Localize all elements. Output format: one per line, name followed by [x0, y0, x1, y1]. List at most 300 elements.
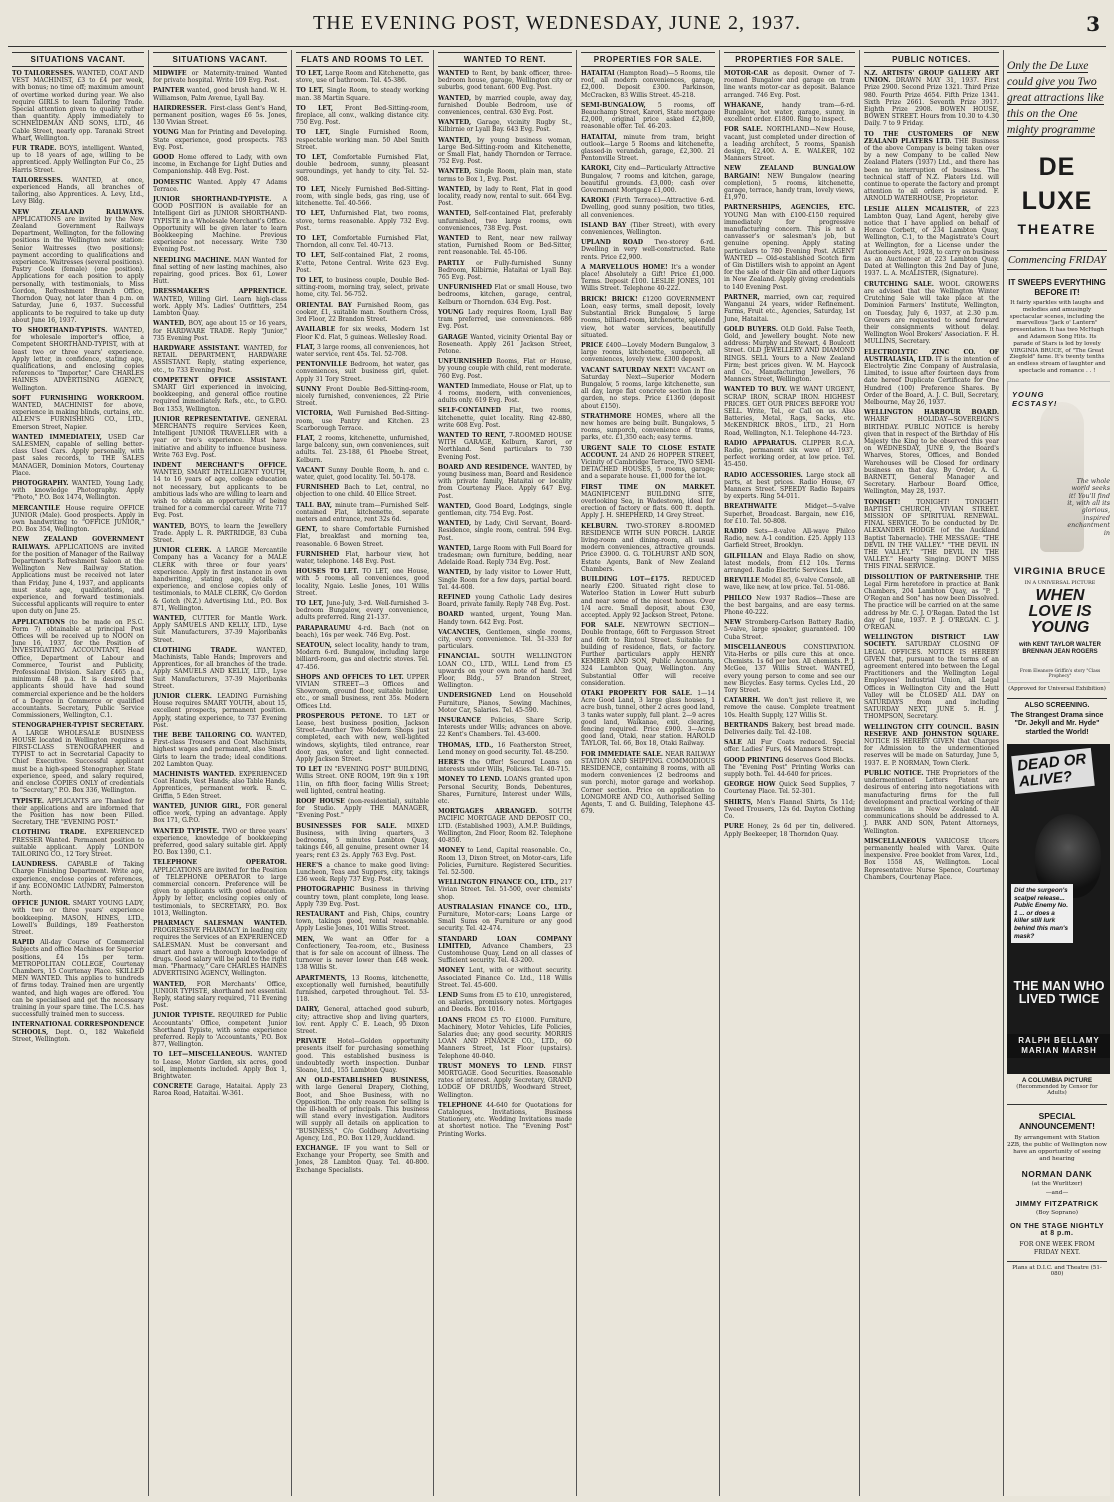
ad-lead: PARTNERSHIPS, AGENCIES, ETC. [724, 204, 855, 212]
ad-body: FOR Merchants' Office, JUNIOR TYPISTE, shorthand not essential. Reply, stating salary required, 711 Evening Post. [153, 980, 287, 1010]
ad-body: 7-ROOMED HOUSE WITH GARAGE, Kelburn, Karori, or Northland. Send particulars to 730 Evening Post. [438, 431, 572, 461]
classified-ad [153, 1051, 287, 1080]
classified-ad [153, 105, 287, 127]
ad-body: NEW Bungalow (nearing completion), 5 rooms, kitchenette, garage, terrace, handy tram, lovely views, £1,970. [724, 172, 856, 202]
ad-lead: SHIRTS, [724, 798, 753, 806]
classified-ad [296, 252, 429, 274]
ad-lead: PHOTOGRAPHIC [296, 886, 355, 894]
ad-lead: TRUST MONEYS TO LEND. [438, 1062, 546, 1070]
ad-body: Self-contained Flat, 2 rooms, K'ette, Petone Central. Write 623 Evg. Post. [296, 252, 429, 274]
ad-body: IN "EVENING POST" BUILDING, Willis Street. ONE ROOM, 19ft 9in x 19ft 11in, on fifth floor, facing Willis Street; well lighted, central heating. [296, 766, 429, 795]
classified-ad [12, 70, 144, 142]
special-announcement-title: SPECIAL ANNOUNCEMENT! [1007, 1104, 1107, 1131]
special-announcement-body: By arrangement with Station 2ZB, the public of Wellington now have an opportunity of seeing and hearing [1007, 1134, 1107, 1162]
ad-body: 24 AND 26 HOPPER STREET, Vicinity of Cambridge Terrace, TWO SEMI-DETACHED HOUSES, 5 rooms, garage; and a separate house. £1,000 for the lot. [581, 451, 715, 481]
ad-lead: JUNIOR TYPISTE. [153, 1012, 215, 1020]
ad-body: to Rent, by bank officer, three-bedroom house, garage, Wellington city or suburbs, good tenant. 600 Evg. Post. [438, 70, 572, 92]
ad-lead: NEW ZEALAND BUNGALOW BARGAIN! [724, 165, 855, 180]
ad-lead: WHAKANE, [724, 101, 764, 109]
ad-body: minute tram—Furnished Self-contained Flat, kitchenette, separate meters and entrance, rent 32s 6d. [296, 501, 429, 523]
classified-ad [296, 674, 429, 710]
ad-lead: PROSPEROUS PETONE. [296, 712, 383, 720]
ad-body: Sums from £5 to £10, unregistered, on salaries, promissory notes. Mortgages and Deeds. Box 1016. [438, 991, 572, 1014]
ad-lead: TO LET, [296, 600, 324, 607]
ad-lead: CLOTHING TRADE. [153, 646, 238, 654]
ad-lead: BOARD [438, 611, 464, 619]
poster-story-credit: From Eleanore Griffin's story "Class Prophecy" [1019, 668, 1101, 679]
ad-lead: BREVILLE [724, 577, 760, 585]
section-heading: SITUATIONS VACANT. [153, 52, 287, 67]
ad-lead: SALE [724, 739, 743, 747]
ad-lead: WANTED, [438, 119, 472, 127]
ad-body: Furniture, Motor-cars; Loans Large or Small Sums on Furniture or any good security. Tel. 42-474. [438, 910, 572, 933]
ad-body: LEADING Furnishing House requires SMART YOUTH, about 15, excellent prospects, permanent position. Apply, stating experience, to 737 Evening Post. [153, 693, 287, 729]
classified-ad [12, 145, 144, 174]
ad-body: to business couple, Double Bed-sitting-room, morning tray, select, private home, city. Tel. 56-752. [296, 277, 429, 299]
classified-ad [153, 257, 287, 286]
deluxe-theatre-advert [1004, 50, 1110, 1496]
ad-body: Front Double Bed-Sitting-room, nicely furnished, conveniences, 22 Pirie Street. [296, 385, 430, 408]
classified-ad [724, 722, 855, 736]
ad-lead: BOARD AND RESIDENCE. [438, 463, 529, 471]
sweeps-heading: IT SWEEPS EVERYTHING BEFORE IT! [1008, 278, 1106, 297]
ad-body: wanted, good brush hand. W. H. Williamson, Palm Avenue, Lyall Bay. [153, 87, 287, 102]
ad-lead: PENTONVILLE [296, 361, 348, 369]
classified-ad [724, 697, 855, 719]
classified-ad [438, 95, 572, 117]
man-who-lived-twice-poster [1007, 744, 1110, 1074]
classified-ad [296, 105, 429, 127]
ad-lead: CRUTCHING SALE. [864, 280, 934, 288]
ad-lead: STANDARD LOAN COMPANY LIMITED, [438, 935, 572, 950]
classified-ad [438, 879, 572, 901]
ad-body: 2 rooms, kitchenette, unfurnished, large balcony, sun, own conveniences, suit adults. Tel. 23-188, 61 Phoebe Street, Kelburn. [296, 434, 430, 464]
ad-lead: SOFT FURNISHING WORKROOM. [12, 394, 144, 402]
ad-lead: WANTED, [153, 615, 187, 623]
poster-cast: with KENT TAYLOR WALTER BRENNAN JEAN ROGERS [1019, 641, 1101, 655]
ad-lead: PHARMACY SALESMAN WANTED. [153, 919, 287, 927]
columbia-credit: A COLUMBIA PICTURE [1021, 1076, 1093, 1084]
and-separator: —and— [1045, 1189, 1069, 1196]
classified-ad [296, 642, 429, 671]
ad-lead: SELF-CONTAINED [438, 407, 501, 415]
classified-ad [12, 177, 144, 206]
ad-body: IF you want to Sell or Exchange your Property, see Smith and Jones, 28 Lambton Quay. Tel. 40-800. Exchange Specialists. [296, 1145, 429, 1174]
ad-lead: AVAILABLE [296, 326, 336, 334]
ad-lead: WANTED, [438, 569, 472, 577]
ad-body: Lent, with or without security. Associated Finance Co. Ltd., 118 Willis Street. Tel. 45-600. [438, 967, 572, 989]
ad-body: OLD Gold. False Teeth, Gold, and Jewellery bought. Note new address: Murphy and Stewart, 4 Boulcott Street. OLD JEWELLERY AND DIAMOND RINGS. SELL Yours to a New Zealand Firm; best prices given. W. M. Haycock and Co., Manufacturing Jewellers, 76 Manners Street, Wellington. [724, 325, 856, 384]
classified-ad [296, 975, 429, 1004]
ad-lead: HATAITAI, [581, 133, 617, 141]
ad-lead: WANTED, [153, 320, 187, 328]
ad-lead: RESTAURANT [296, 910, 345, 918]
ad-body: Front Bed-Sitting-room, fireplace, all conv., walking distance city. 750 Evg. Post. [296, 104, 429, 127]
ad-lead: TO LET—MISCELLANEOUS. [153, 1051, 253, 1059]
classified-ad [438, 1017, 572, 1060]
ad-lead: TO LET, [296, 235, 327, 243]
ad-lead: INSURANCE [438, 717, 481, 725]
ad-lead: FURNISHED [296, 550, 340, 558]
ad-lead: VACANT SATURDAY NEXT! [581, 366, 676, 374]
ad-body: FIRST MORTGAGE. Good Securities. Reasonable rates of interest. Apply Secretary, GRAND LODGE OF DRUIDS, Woodward Street, Wellington. [438, 1062, 573, 1099]
when-love-is-young-poster [1007, 381, 1110, 683]
poster-universal: IN A UNIVERSAL PICTURE [1024, 579, 1096, 586]
ad-lead: PARTLY [438, 259, 465, 267]
ad-lead: CATARRH. [724, 697, 761, 705]
classified-ad [296, 87, 429, 101]
ad-lead: MACHINISTS WANTED. [153, 771, 236, 779]
ad-body: 44-640 for Quotations for Catalogues, Invitations, Business Stationery, etc. Wedding Invitations made at shortest notice. The "Evening Post" Printing Works. [438, 1101, 572, 1138]
classified-ad [581, 690, 715, 748]
ad-lead: MORTGAGES ARRANGED. [438, 808, 538, 816]
ad-body: of 223 Lambton Quay, Land Agent, hereby give notice that I have applied on behalf of Horace Corbett, of 234 Lambton Quay, Wellington, C.1, to the Magistrate's Court at Wellington, for a License under the Auctioneers Act, 1928, to carry on business as an Auctioneer at 223 Lambton Quay. Dated at Wellington this 2nd Day of June, 1937. L. A. McALISTER, (Signature). [864, 205, 1000, 278]
ad-body: Flat, two rooms, kitchenette, quiet locality. Ring 42-880, write 608 Evg. Post. [438, 407, 573, 429]
classified-ad [296, 1006, 429, 1035]
classified-ad [153, 288, 287, 317]
classified-ad [296, 435, 429, 464]
classified-ad [581, 576, 715, 619]
ad-lead: WANTED, [438, 136, 472, 144]
classified-ad [581, 70, 715, 99]
ad-body: EXPERIENCED Coat Hands, Vest Hands; also Table Hands, Apprentices, permanent work. R. C. Griffin, 5 Eden Street. [153, 771, 287, 800]
ad-body: as deposit. Owner of 7-roomed Bungalow and garage on tram line wants motor-car as deposit. Balance arranged. 746 Evg. Post. [724, 70, 855, 99]
ad-lead: WANTED, [438, 94, 472, 102]
ad-body: minute from tram, bright outlook—Large 5 Rooms and kitchenette, glassed-in verandah, garage, £2,300. 21 Pentonville Street. [581, 133, 716, 163]
classified-ad [438, 759, 572, 773]
classified-ad [153, 732, 287, 768]
ad-lead: WANTED, [438, 185, 472, 193]
ad-lead: MIDWIFE [153, 70, 187, 77]
classified-ad [581, 751, 715, 816]
classified-ad [438, 186, 572, 208]
ad-body: USED Car SALESMEN, capable of selling better-class Used Cars. Apply personally, with past sales records, to THE SALES MANAGER, Dominion Motors, Courtenay Place. [12, 433, 144, 477]
ad-lead: HERE'S [296, 861, 323, 869]
classified-ad [581, 134, 715, 163]
ad-body: Nicely Furnished Bed-Sitting-room, with single beds, gas ring, use of kitchenette. Tel. 40-566. [296, 185, 430, 208]
ad-body: to Rent, near new railway station, Furnished Room or Bed-Sitter, rent reasonable. Tel. 45-106. [438, 235, 572, 257]
ad-lead: HOUSES TO LET. [296, 568, 359, 576]
poster-leads: RALPH BELLAMY MARIAN MARSH [1007, 1034, 1110, 1058]
ad-lead: PAINTER [153, 87, 185, 95]
classified-ad [296, 1038, 429, 1074]
ad-lead: SEATOUN, [296, 642, 332, 650]
classified-ad [438, 334, 572, 356]
poster-film-title: WHEN LOVE IS YOUNG [1028, 586, 1092, 636]
ad-body: with large General Drapery, Clothing, Boot, and Shoe Business, with no Opposition. The only reason for selling is the ill-health of principals. This business will stand every investigation. Auditors will supply all details on application to "BUSINESS," C/o Goldberg Advertising Agency, Ltd., P.O. Box 1129, Auckland. [296, 1084, 429, 1142]
ad-lead: FOR SALE. [724, 126, 763, 134]
classified-ad [724, 553, 855, 575]
ad-body: SMART YOUNG LADY, with two or three years' experience bookkeeping. MASON, HINES, LTD., Lowell's Buildings, 189 Featherston Street. [12, 900, 145, 936]
ad-lead: HATAITAI [581, 70, 615, 77]
classified-ad [724, 70, 855, 99]
classified-ad [724, 165, 855, 201]
classified-ad [12, 798, 144, 827]
ad-body: 16 Featherston Street, Lend money on good security. Tel. 48-250. [438, 741, 572, 756]
ad-lead: WANTED [438, 70, 470, 77]
ad-lead: WANTED, [438, 168, 472, 176]
ad-lead: FOR IMMEDIATE SALE. [581, 750, 664, 758]
ad-lead: PARAPARAUMU [296, 624, 351, 632]
ad-body: wanted, urgent, Young Man. Handy town. 642 Evg. Post. [438, 611, 572, 626]
section-heading: PUBLIC NOTICES. [864, 52, 999, 67]
ad-lead: N.Z. ARTISTS' GROUP GALLERY ART UNION. [864, 70, 999, 85]
ad-lead: TO LET, [296, 277, 324, 285]
ad-lead: WANTED [438, 235, 470, 243]
ad-body: Policies, Share Scrip, Interests under Wills; advances on above. 22 Kent's Chambers. Tel. 43-600. [438, 717, 572, 739]
ad-lead: LOANS [438, 1016, 463, 1024]
ad-lead: KAROKI [581, 197, 610, 205]
classified-ad [581, 264, 715, 293]
classified-ad [296, 410, 429, 432]
classified-ad [296, 302, 429, 324]
ad-body: DRAWN MAY 31, 1937. First Prize 2900. Second Prize 1321. Third Prize 980. Fourth Prize 4654. Fifth Prize 1341. Sixth Prize 2661. Seventh Prize 3917. Eighth Prize 2908. BOWEN HOUSE, BOWEN STREET. Hours from 10.30 to 4.30 Daily. 7 to 9 Friday. [864, 77, 999, 128]
ad-lead: TO LET, [296, 129, 331, 137]
ad-body: Home offered to Lady, with own income, in Exchange for Light Duties and Companionship. 448 Evg. Post. [153, 154, 287, 176]
classified-ad [864, 499, 999, 571]
ad-body: WE WANT URGENT, SCRAP IRON, SCRAP IRON. HIGHEST PRICES. GET OUR PRICES BEFORE YOU SELL. Write, Tel., or Call on us. Also Batteries, Metal, Rags, Sacks, etc. McKENDRICK BROS., LTD., 21 Horn Road, Wellington, N.1. Telephone 44-723. [724, 386, 856, 437]
ad-body: SOUTH WELLINGTON LOAN CO., LTD., WILL Lend from £5 upwards on your own note of hand. 3rd Floor, Bldg., 57 Brandon Street, Wellington. [438, 653, 572, 690]
ad-body: We want an Offer for a Confectionery, Tea-room, etc., Business that is for sale on account of illness. The turnover is never lower than £48 week. 138 Willis St. [296, 935, 430, 972]
ad-body: young Catholic Lady desires Board, private family. Reply 748 Evg. Post. [438, 594, 573, 609]
ad-lead: UNFURNISHED [438, 284, 493, 292]
classified-ad [864, 349, 999, 407]
ad-body: MAN Wanted for final setting of new lasting machines, also repairing, good prices. Box 61, Lower Hutt. [153, 256, 288, 286]
ad-lead: STENOGRAPHER-TYPIST SECRETARY. [12, 722, 144, 730]
ad-body: to share Comfortable Furnished Flat, breakfast and morning tea, reasonable. 6 Bowen Street. [296, 526, 429, 548]
ad-lead: JUNIOR CLERK. [153, 547, 212, 555]
classified-ad [724, 102, 855, 124]
ad-body: A LARGE WHOLESALE BUSINESS HOUSE located in Wellington requires a FIRST-CLASS STENOGRAPHER and TYPIST to act in Secretarial Capacity to Chief Executive. Successful applicant must be a high-speed Stenographer. State experience, speed, and salary required, and enclose COPIES ONLY of credentials to "Secretary," P.O. Box 336, Wellington. [12, 729, 144, 795]
ad-lead: WELLINGTON DISTRICT LAW SOCIETY. [864, 634, 999, 649]
classified-ad [438, 847, 572, 876]
ad-lead: WANTED, [438, 544, 472, 552]
ad-body: Dept. O., 182 Wakefield Street, Wellington. [12, 1028, 145, 1043]
ad-lead: COMPETENT OFFICE ASSISTANT. [153, 376, 287, 384]
ad-body: TONIGHT! TONIGHT! BAPTIST CHURCH, VIVIAN STREET. MISSION OF SPIRITUAL RENEWAL. FINAL SERVICE. To be conducted by Dr. ALEXANDER HODGE (of the Auckland Baptist Tabernacle). THE MESSAGE: "THE DEVIL IN THE VALLEY." "THE DEVIL IN THE VALLEY." "THE DEVIL IN THE VALLEY." Hearty Singing. DON'T MISS THIS FINAL SERVICE. [864, 498, 999, 571]
ad-body: Sets—8-valve All-wave Philco Radio, new. A-1 condition. £25. Apply 113 Garfield Street, Brooklyn. [724, 527, 855, 550]
ad-body: Single Furnished Room, respectable working man. 50 Abel Smith Street. [296, 129, 429, 151]
ad-lead: OTAKI PROPERTY FOR SALE. [581, 690, 693, 698]
classified-ad [438, 904, 572, 933]
ad-lead: RADIO [724, 527, 748, 535]
ad-body: WANTED to Lease, Motor Garden, six acres, good soil, implements included. Apply Box 1, Brightwater. [153, 1051, 288, 1080]
classified-ad [296, 1145, 429, 1174]
classified-ad [296, 502, 429, 524]
classified-ad [296, 467, 429, 481]
section-heading: WANTED TO RENT. [438, 52, 572, 67]
classified-ad [12, 829, 144, 858]
classified-ad [296, 361, 429, 383]
ad-body: HOMES, where all the new homes are being built. Bungalows, 5 rooms, sunporch, convenience of trams, parks, etc. £1,350 each; easy terms. [581, 412, 715, 442]
ad-body: 13 Rooms, kitchenette, exceptionally well furnished, beautifully furnished, carpeted throughout. Tel. 53-118. [296, 974, 429, 1004]
ad-body: VARICOSE Ulcers permanently healed with Varex. Quite inexpensive. Free booklet from Varex, Ltd., Box 1558 AS, Wellington. Local Representative: Nurse Spence, Courtenay Chambers, Courtenay Place. [864, 837, 999, 881]
ad-body: WANTED, COAT AND VEST MACHINIST, £3 to £4 per week, with bonus; no time off; maximum amount of overtime worked during year. We also require GIRLS to learn Tailoring Trade. Special attention given to quality rather than quantity. Apply immediately to SCHNEIDEMAN AND SONS, LTD., 46 Cable Street, nearly opp. Taranaki Street Wharf, Wellington. [12, 70, 145, 142]
ad-body: Garage, vicinity Rugby St., Kilbirnie or Lyall Bay. 643 Evg. Post. [438, 119, 573, 134]
ad-body: the Offer! Secured Loans on interests under Wills, Policies. Tel. 40-715. [438, 759, 572, 774]
classified-ad [296, 798, 429, 820]
newspaper-title: THE EVENING POST, WEDNESDAY, JUNE 2, 1937. [313, 11, 801, 34]
ad-lead: WANTED TO RENT, [438, 431, 507, 439]
classified-ad [296, 344, 429, 358]
ad-lead: ISLAND BAY [581, 221, 627, 229]
classified-ad [153, 547, 287, 612]
classified-ad [581, 445, 715, 481]
ad-lead: FUR TRADE. [12, 145, 57, 153]
ad-lead: WANTED TO BUY. [724, 386, 787, 394]
ad-lead: DISSOLUTION OF PARTNERSHIP. [864, 573, 983, 581]
ad-lead: WANTED IMMEDIATELY, [12, 433, 102, 441]
ad-body: 217 Vivian Street. Tel. 51-500, over chemists' shop. [438, 879, 572, 901]
classified-ad [12, 939, 144, 1018]
ad-body: Well Furnished Bed-Sitting-room, use Pantry and Kitchen. 23 Scarborough Terrace. [296, 410, 429, 432]
ad-body: and Fish, Chips, country town, takings good, rental reasonable. Apply Leslie Jones, 101 Willis Street. [296, 910, 429, 933]
classified-ad [724, 823, 855, 837]
ad-lead: PRIVATE [296, 1038, 327, 1046]
ad-lead: WELLINGTON FINANCE CO., LTD., [438, 879, 559, 887]
ad-body: Good Board, Lodgings, single gentleman, city. 754 Evg. Post. [438, 502, 572, 517]
classified-ad [724, 204, 855, 290]
ad-lead: TO LET, [296, 70, 323, 77]
ad-lead: RADIO APPARATUS. [724, 439, 797, 447]
ad-body: Sunny Double Room, h. and c. water, quiet, good locality. Tel. 50-178. [296, 466, 429, 481]
ad-lead: FIRST TIME ON MARKET. [581, 483, 715, 491]
ad-body: CUTTER for Mantle Work. Apply SAMUELS AND KELLY, LTD., Lyse Suit Manufacturers, 37-39 Majoribanks Street. [153, 615, 288, 644]
ad-body: by young business woman, Large Bed-Sitting-room and Kitchenette, or Small Flat, handy Thorndon or Terrace. 752 Evg. Post. [438, 136, 572, 166]
ad-lead: UNDERSIGNED [438, 692, 492, 700]
classified-ad [296, 713, 429, 763]
ad-body: Large Room with Full Board for tradesman; own furniture, bedding, near Adelaide Road. Reply 734 Evg. Post. [438, 544, 573, 567]
ad-body: WANTED, Willing Girl. Learn high-class work. Apply M's. Ladies' Outfitters, 254 Lambton Quay. [153, 295, 287, 318]
ad-lead: WANTED, [438, 520, 472, 528]
classified-ad [296, 862, 429, 884]
classified-ad [153, 859, 287, 917]
ad-body: CAPABLE of Taking Charge Finishing Department. Write age, experience, enclose copies of references, if any. ECONOMIC LAUNDRY, Palmerston North. [12, 861, 145, 897]
ad-body: THE Proprietors of the undermentioned Letters Patent are desirous of entering into negotiations with manufacturing firms for the full development and practical working of their inventions in New Zealand. All communications should be addressed to A. J. PARK AND SON, Patent Attorneys, Wellington. [864, 769, 999, 835]
ad-body: Wanted. Apply 47 Adams Terrace. [153, 178, 287, 193]
ad-body: Furnished Room, gas cooker, £1, suitable man. Southern Cross, 3rd Floor, 22 Brandon Street. [296, 301, 429, 324]
theatre-word: THEATRE [1017, 221, 1097, 237]
ad-body: BOY, age about 15 or 16 years, for HARDWARE TRADE. Reply "Junior," 735 Evening Post. [153, 320, 288, 342]
ad-body: £1200 GOVERNMENT Loan, easy terms, small deposit, lovely Substantial Brick Bungalow, 5 large rooms, billiard-room, kitchenette, splendid view, hot water services, beautifully situated. [581, 295, 715, 339]
ad-body: General, attached good suburb, city; attractive shop and living quarters, lov. rent. Apply C. E. Leach, 95 Dixon Street. [296, 1006, 430, 1035]
ad-lead: BRICK! BRICK! [581, 295, 638, 303]
ad-body: Flat or small House, two bedrooms, kitchen, garage, central, Kelburn or Thorndon. 634 Evg. Post. [438, 284, 573, 306]
ad-body: Garage, Hataitai. Apply 23 Raroa Road, Hataitai. W-361. [153, 1083, 287, 1098]
classified-ad [296, 526, 429, 548]
classified-ad [438, 137, 572, 166]
ad-lead: UPLAND ROAD [581, 239, 643, 247]
ad-lead: URGENT SALE TO CLOSE ESTATE ACCOUNT. [581, 444, 715, 459]
ad-body: House require OFFICE JUNIOR (Male). Good prospects. Apply in own handwriting to "OFFICE JUNIOR," P.O. Box 354, Wellington. [12, 504, 144, 534]
classified-ad [296, 386, 429, 408]
ad-body: (non-residential), suitable for Studio. Apply THE MANAGER, "Evening Post." [296, 798, 429, 820]
ad-body: or Fully-furnished Sunny Bedroom, Kilbirnie, Hataitai or Lyall Bay. 765 Evg. Post. [438, 259, 572, 282]
ad-body: June-July, 3-rd. Well-furnished 3-bedroom Bungalow, every convenience, adults preferred. Ring 21-137. [296, 600, 429, 622]
ad-lead: VACANT [296, 466, 325, 474]
ad-body: by lady visitor to Lower Hutt, Single Room for a few days, partial board. Tel. 44-608. [438, 569, 572, 591]
ad-body: by lady to Rent, Flat in good locality, ready now, rental to suit. 664 Evg. Post. [438, 185, 572, 208]
ad-lead: PARTNER, [724, 293, 760, 301]
classified-ad [438, 776, 572, 805]
classified-ad [12, 1021, 144, 1043]
classified-ad [296, 235, 429, 249]
classified-ad [438, 629, 572, 651]
ad-body: Bakery, best bread made. Deliveries daily. Tel. 42-108. [724, 721, 855, 737]
classified-ad [153, 129, 287, 151]
ad-body: WANTED, Young Lady, with knowledge Photography. Apply "Photo," P.O. Box 1474, Wellington. [12, 479, 144, 502]
classified-ad [864, 206, 999, 278]
strangest-drama-tagline: The Strangest Drama since "Dr. Jekyll and Mr. Hyde" startled the World! [1010, 709, 1104, 736]
ad-lead: HAIRDRESSER. [153, 104, 207, 112]
classified-ad [724, 326, 855, 384]
classified-ad [153, 771, 287, 800]
ad-lead: MONEY TO LEND. [438, 776, 502, 784]
ad-lead: GENT, [296, 526, 318, 534]
ad-lead: JUNIOR REPRESENTATIVE. [153, 415, 251, 423]
ad-lead: DAIRY, [296, 1006, 320, 1014]
ad-body: BOYS, intelligent. Wanted, up to 18 years of age, willing to be apprenticed. Apply Wellington Fur Co., 25 Harris Street. [12, 145, 144, 174]
classified-ad [12, 619, 144, 720]
ad-body: deserves Good Blocks. The "Evening Post" Printing Works can supply both. Tel. 44-640 for prices. [724, 756, 856, 779]
ad-lead: THOMAS, LTD., [438, 741, 494, 749]
ad-body: Flat, harbour view, hot water, telephone. 148 Evg. Post. [296, 550, 429, 565]
ad-body: A LARGE Mercantile Company has a Vacancy for a MALE CLERK with three or four years' experience. Apply in first instance in own handwriting, stating age, details of experience, and enclose copies only of testimonials, to MALE CLERK, C/o Gordon & Gotch (N.Z.) Advertising Ltd., P.O. Box 871, Wellington. [153, 547, 287, 612]
ad-lead: TELEPHONE OPERATOR. [153, 859, 287, 867]
ad-body: LOANS granted upon Personal Security, Bonds, Debentures, Shares, Furniture, Interest under Wills, etc. [438, 776, 572, 806]
ad-lead: TALL BAY, [296, 501, 332, 509]
column-situations-vacant-1 [8, 50, 149, 1496]
section-heading: FLATS AND ROOMS TO LET. [296, 52, 429, 67]
classified-ad [724, 739, 855, 753]
classified-ad [438, 432, 572, 461]
ad-body: WANTED, for wholesale importer's office, a Competent SHORTHAND-TYPIST, with at least two or three years' experience. Apply letter, in confidence, stating age, qualifications, and enclosing copies references to "Importer," Care CHARLES HAINES ADVERTISING AGENCY, Wellington. [12, 326, 145, 392]
ad-body: Advance Chambers, 23 Customhouse Quay, Lend on all classes of Sufficient security. Tel. 43-200. [438, 942, 572, 965]
ad-body: First-class Gent's Hand, permanent position, wages £6 5s. Jones, 130 Vivian Street. [153, 104, 287, 127]
ad-body: NORTHLAND—New House, vacant, just completed under direction of a leading architect, 5 rooms, Spanish design, £2,400. A. E. WALKER, 102 Manners Street. [724, 126, 855, 163]
ad-body: NEWTOWN SECTION—Double frontage, 66ft to Fergusson Street and 66ft to Rintoul Street. Suitable for building of residence, flats, or factory. Further particulars apply HENRY KEMBER AND SON, Public Accountants, 324 Lambton Quay, Wellington. Any Substantial Offer will receive consideration. [581, 622, 715, 687]
ad-body: Comfortable Furnished Flat, Thorndon, all conv. Tel. 40-713. [296, 235, 429, 250]
classified-ad [153, 179, 287, 193]
classified-ad [864, 574, 999, 632]
ad-body: All Fur Coats reduced. Special offer. Ladies' Furs, 64 Manners Street. [724, 739, 856, 754]
classified-ad [438, 260, 572, 282]
classified-ad [153, 647, 287, 690]
column-situations-vacant-2 [149, 50, 292, 1496]
ad-body: handy tram—6-rd. Bungalow, hot water, garage, sunny, in excellent order. £1800. Ring to inspect. [724, 101, 855, 124]
ad-body: (Firth Terrace)—Attractive 6-rd. Dwelling, good sunny position, two titles, all conveniences. [581, 197, 715, 219]
ad-body: and Elaya Radio on show, latest models, from £12 10s. Terms arranged. Radio Electric Services Ltd. [724, 552, 856, 574]
classified-ad [438, 742, 572, 756]
ad-body: Men's Flannel Shirts, 5s 11d; Tweed Trousers, 12s 6d. Dayton Clothing Co. [724, 798, 855, 821]
approval-note: (Approved for Universal Exhibition) [1008, 685, 1106, 692]
ad-lead: EXCHANGE. [296, 1145, 339, 1153]
ad-lead: YOUNG [153, 129, 179, 137]
classified-ad [153, 920, 287, 978]
classified-ad [581, 622, 715, 687]
ad-body: FROM £5 TO £1000. Furniture, Machinery, Motor Vehicles, Life Policies, Salaries due; any good security. MORRIS LOAN AND FINANCE CO., LTD., 60 Manners Street, 1st Floor (upstairs). Telephone 40-040. [438, 1016, 572, 1060]
classified-ad [438, 168, 572, 182]
classified-ad [296, 936, 429, 972]
ad-body: WANTED, at once, experienced Hands, all branches of tailoring, also Apprentices. A. Levy, Ltd., Levy Bldg. [12, 176, 144, 206]
ad-lead: SHOPS AND OFFICES TO LET. [296, 673, 404, 681]
dead-or-alive-caption: DEAD OR ALIVE? [1011, 748, 1095, 794]
ad-body: Man for Printing and Developing. State experience, good prospects. 783 Evg. Post. [153, 129, 287, 151]
ad-body: TO LET, one House, with 5 rooms, all conveniences, good locality, Ngaio. Leslie Jones, 101 Willis Street. [296, 568, 430, 597]
ad-body: SATURDAY CLOSING OF LEGAL OFFICES. NOTICE IS HEREBY GIVEN that, pursuant to the terms of an agreement entered into between the Legal Practitioners and the Wellington Legal Employees' Industrial Union, all Legal Offices in Wellington City and the Hutt Valley will be CLOSED ALL DAY on SATURDAYS from and including SATURDAY NEXT, JUNE 5. H. J. THOMPSON, Secretary. [864, 641, 999, 721]
ad-lead: GILFILLAN [724, 552, 763, 560]
ad-lead: UNFURNISHED [438, 358, 493, 366]
